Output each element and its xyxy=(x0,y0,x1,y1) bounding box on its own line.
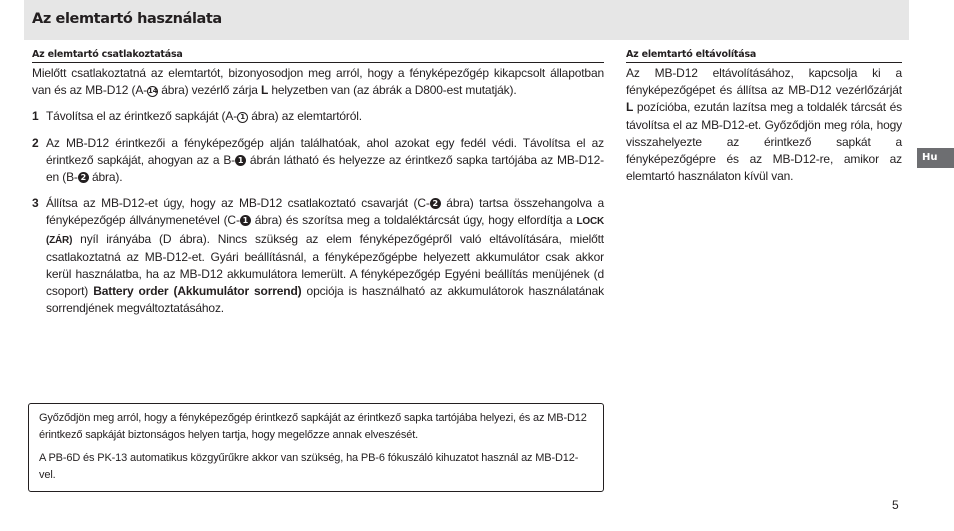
figure-2-icon: 2 xyxy=(78,172,89,183)
page-title: Az elemtartó használata xyxy=(32,11,222,27)
lock-label: LOCK (ZÁR) xyxy=(46,216,604,246)
step-2: 2 Az MB-D12 érintkezői a fényképezőgép alján találhatóak, ahol azokat egy fedél védi. Távolítsa el az érintkező sapkáját, ahogyan az a B- 1 ábrán látható és helyezze az érintkező sapka tartójába az MB-D12-en (B- 2 ábra). xyxy=(32,135,604,185)
battery-order-menu-label: Battery order (Akkumulátor sorrend) xyxy=(93,284,302,299)
connect-intro: Mielőtt csatlakoztatná az elemtartót, bizonyosodjon meg arról, hogy a fényképezőgép kikapcsolt állapotban van és az MB-D12 (A-14 ábra) vezérlő zárja L helyzetben van (az ábrák a D800-est mutatják). xyxy=(32,66,604,98)
connect-section xyxy=(32,49,604,318)
figure-14-icon: 14 xyxy=(148,87,158,96)
language-tab: Hu xyxy=(917,148,954,168)
page-number: 5 xyxy=(892,498,899,512)
remove-text: Az MB-D12 eltávolításához, kapcsolja ki a fényképezőgépet és állítsa az MB-D12 vezérlőzárját L pozícióba, ezután lazítsa meg a toldalék tárcsát és távolítsa el az MB-D12-et. Győződjön meg róla, hogy visszahelyezte az érintkező sapkát a fényképezőgépre és az MB-D12-re, amikor az elemtartó használaton kívül van. xyxy=(626,66,902,184)
remove-section xyxy=(626,49,902,185)
figure-1-icon: 1 xyxy=(240,215,251,226)
step-number: 3 xyxy=(32,196,39,211)
note-extension-rings: A PB-6D és PK-13 automatikus közgyűrűkre akkor van szükség, ha PB-6 fókuszáló kihuzatot használ az MB-D12-vel. xyxy=(39,452,579,481)
note-contact-cap: Győződjön meg arról, hogy a fényképezőgép érintkező sapkáját az érintkező sapka tartójába helyezi, és az MB-D12 érintkező sapkáját biztonságos helyen tartja, hogy megelőzze annak elveszését. xyxy=(39,412,587,441)
remove-heading: Az elemtartó eltávolítása xyxy=(626,49,902,63)
step-1: 1 Távolítsa el az érintkező sapkáját (A- 1 ábra) az elemtartóról. xyxy=(32,108,604,125)
note-box xyxy=(28,403,604,492)
step-3: 3 Állítsa az MB-D12-et úgy, hogy az MB-D12 csatlakoztató csavarját (C- 2 ábra) tartsa összehangolva a fényképezőgép állványmenetével (C- 1 ábra) és szorítsa meg a toldaléktárcsát úgy, hogy elfordítja a LOCK (ZÁR) nyíl irányába (D ábra). Nincs szükség az elem fényképezőgépről való eltávolítására, mielőtt csatlakoztatná az MB-D12-et. Gyári beállításnál, a fényképezőgépbe helyezett akkumulátor csak akkor kerül használatba, ha az MB-D12 akkumulátora lemerült. A fényképezőgép Egyéni beállítás menüjének (d csoport) Battery order (Akkumulátor sorrend) opciója is használható az akkumulátorok használatának sorrendjének megváltoztatásához. xyxy=(32,196,604,316)
figure-2-icon: 2 xyxy=(430,198,441,209)
figure-1-icon: 1 xyxy=(237,112,248,123)
connect-heading: Az elemtartó csatlakoztatása xyxy=(32,49,604,63)
step-number: 1 xyxy=(32,109,39,124)
lock-symbol: L xyxy=(260,83,269,98)
step-number: 2 xyxy=(32,135,39,150)
lock-symbol: L xyxy=(626,100,634,115)
figure-1-icon: 1 xyxy=(235,155,246,166)
